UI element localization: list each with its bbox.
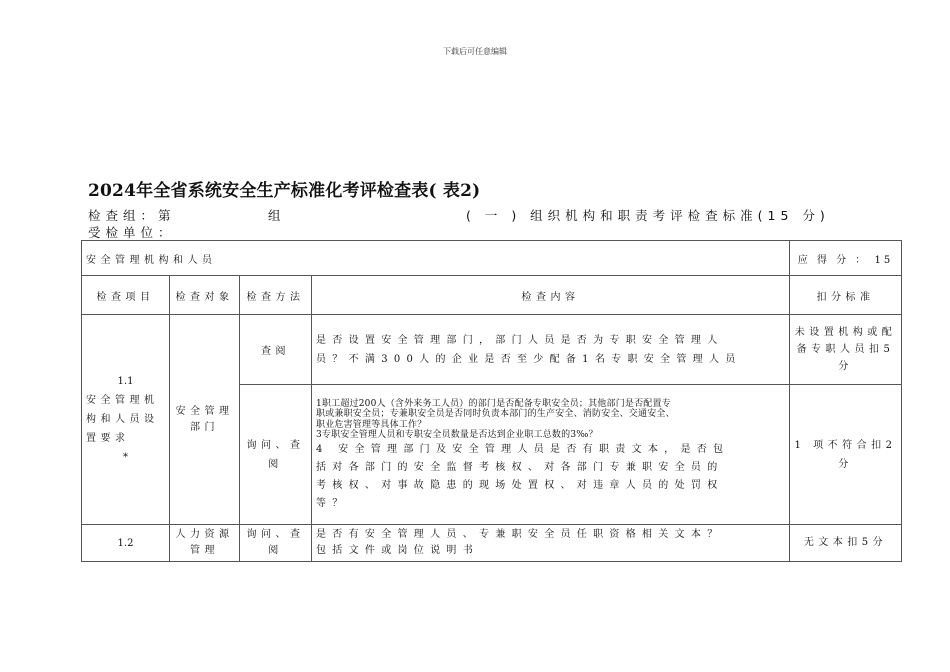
- item-text: 安全管理机构和人员设置要求: [86, 395, 159, 444]
- content-line: 包括文件或岗位说明书: [316, 545, 479, 556]
- content-line: 1职工超过200人（含外来务工人员）的部门是否配备专职安全员；其他部门是否配置专: [316, 398, 671, 409]
- content-line: 括对各部门的安全监督考核权、对各部门专兼职安全员的: [316, 461, 724, 473]
- content-cell: [312, 385, 790, 525]
- table-row: [82, 315, 902, 385]
- unit-label: 受检单位：: [88, 225, 176, 240]
- group-suffix: 组: [268, 208, 286, 223]
- group-label: 检查组：第: [88, 208, 176, 223]
- content-line: 等？: [316, 497, 349, 509]
- score-label: 应 得 分 ： 15: [790, 241, 902, 276]
- content-line: 是否有安全管理人员、专兼职安全员任职资格相关文本？: [316, 529, 724, 540]
- method-cell: 询问、查阅: [240, 525, 312, 562]
- meta-line: [88, 206, 900, 224]
- section-title: ( 一 ) 组织机构和职责考评检查标准(15 分): [466, 208, 830, 223]
- content-line: 是否设置安全管理部门，部门人员是否为专职安全管理人: [316, 334, 724, 346]
- header-note: 下载后可任意编辑: [443, 47, 507, 56]
- content-cell: [312, 315, 790, 385]
- content-line: 考核权、对事故隐患的现场处置权、对违章人员的处罚权: [316, 479, 724, 491]
- method-cell: 查阅: [240, 315, 312, 385]
- content-wide: [316, 441, 785, 513]
- content-line: 员？不满300人的企业是否至少配备1名专职安全管理人员: [316, 353, 742, 365]
- content-line: 4 安全管理部门及安全管理人员是否有职责文本，是否包: [316, 443, 730, 455]
- header-row: [82, 276, 902, 315]
- table-row: [82, 525, 902, 562]
- header-content: 检查内容: [312, 276, 790, 315]
- deduction-cell: 无文本扣5分: [790, 525, 902, 562]
- item-cell: [82, 315, 170, 525]
- header-item: 检查项目: [82, 276, 170, 315]
- header-object: 检查对象: [170, 276, 240, 315]
- method-cell: 询问、查阅: [240, 385, 312, 525]
- section-row: [82, 241, 902, 276]
- object-cell: 安全管理部门: [170, 315, 240, 525]
- content-dense: [316, 399, 785, 441]
- document-title: 2024年全省系统安全生产标准化考评检查表( 表2): [88, 181, 481, 201]
- header-deduction: 扣分标准: [790, 276, 902, 315]
- content-line: 3专职安全管理人员和专职安全员数量是否达到企业职工总数的3‰？: [316, 430, 598, 440]
- item-number: 1.1: [117, 376, 134, 387]
- inspection-table: [81, 240, 902, 562]
- deduction-cell: 未设置机构或配备专职人员扣5分: [790, 315, 902, 385]
- content-cell: [312, 525, 790, 562]
- key-item-mark: *: [123, 452, 128, 463]
- section-name: 安全管理机构和人员: [82, 241, 790, 276]
- item-number: 1.2: [82, 525, 170, 562]
- header-method: 检查方法: [240, 276, 312, 315]
- deduction-cell: 1 项不符合扣2 分: [790, 385, 902, 525]
- content-line: 职或兼职安全员；专兼职安全员是否同时负责本部门的生产安全、消防安全、交通安全、: [316, 409, 675, 419]
- content-line: 职业危害管理等具体工作？: [316, 419, 427, 430]
- object-cell: 人力资源管理: [170, 525, 240, 562]
